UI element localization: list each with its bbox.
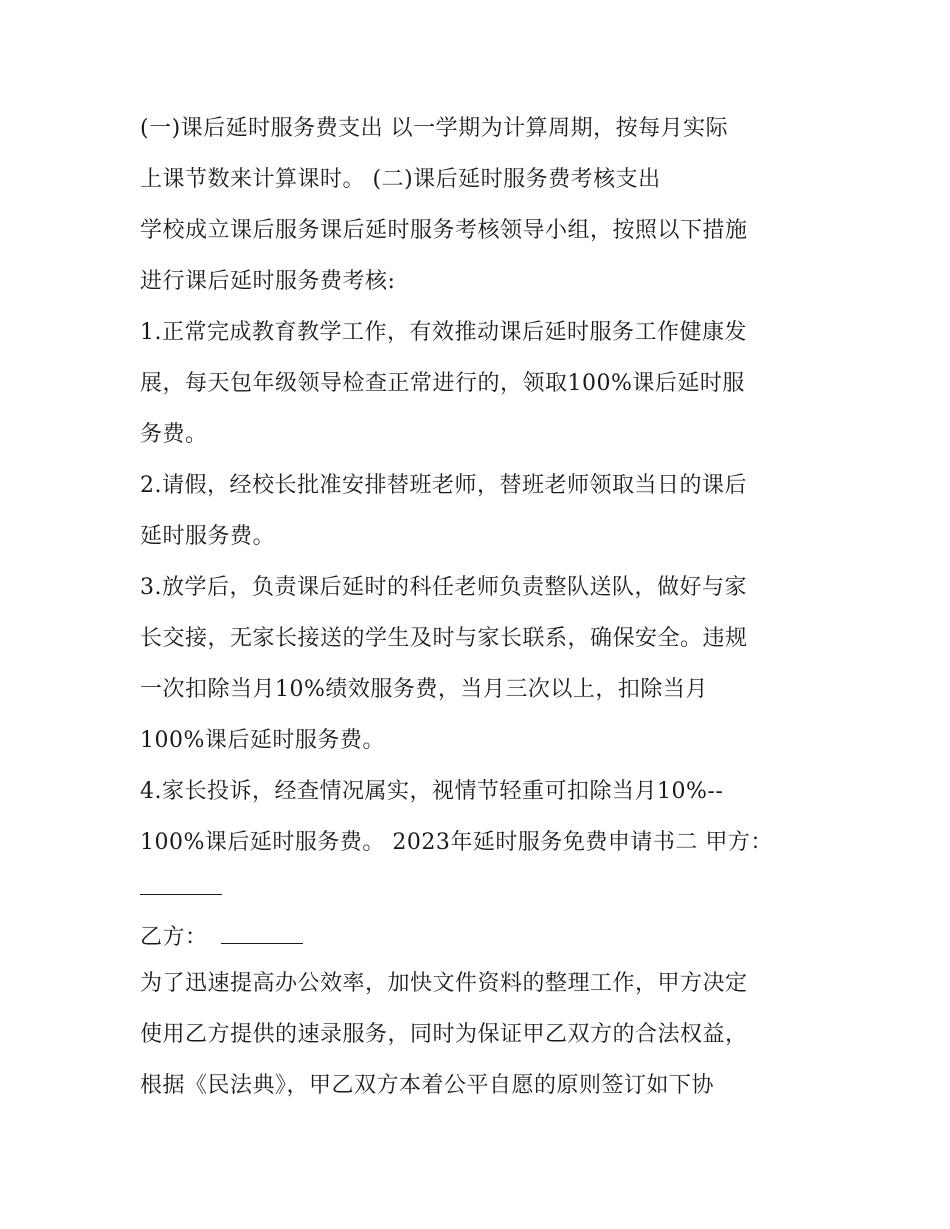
text-line-4: 进行课后延时服务费考核: bbox=[140, 269, 396, 294]
text-line-10: 3.放学后，负责课后延时的科任老师负责整队送队，做好与家 bbox=[140, 575, 747, 600]
text-line-8: 2.请假，经校长批准安排替班老师，替班老师领取当日的课后 bbox=[140, 473, 747, 498]
party-a-blank bbox=[140, 872, 222, 895]
text-line-18: 为了迅速提高办公效率，加快文件资料的整理工作，甲方决定 bbox=[140, 971, 748, 996]
text-line-14: 4.家长投诉，经查情况属实，视情节轻重可扣除当月10%-- bbox=[140, 779, 724, 804]
text-line-2: 上课节数来计算课时。 (二)课后延时服务费考核支出 bbox=[140, 167, 661, 192]
party-b-label: 乙方： bbox=[140, 925, 208, 950]
party-a-blank-line bbox=[140, 872, 222, 904]
text-line-7: 务费。 bbox=[140, 422, 208, 447]
text-line-15: 100%课后延时服务费。 2023年延时服务免费申请书二 甲方： bbox=[140, 830, 773, 855]
party-b-line bbox=[140, 921, 303, 953]
text-line-11: 长交接，无家长接送的学生及时与家长联系，确保安全。违规 bbox=[140, 626, 748, 651]
text-line-19: 使用乙方提供的速录服务，同时为保证甲乙双方的合法权益， bbox=[140, 1022, 748, 1047]
party-b-blank bbox=[221, 921, 303, 944]
text-line-6: 展，每天包年级领导检查正常进行的，领取100%课后延时服 bbox=[140, 371, 745, 396]
text-line-20: 根据《民法典》，甲乙双方本着公平自愿的原则签订如下协 bbox=[140, 1073, 715, 1098]
text-line-3: 学校成立课后服务课后延时服务考核领导小组，按照以下措施 bbox=[140, 218, 748, 243]
text-line-9: 延时服务费。 bbox=[140, 524, 276, 549]
text-line-1: (一)课后延时服务费支出 以一学期为计算周期，按每月实际 bbox=[140, 116, 729, 141]
text-line-5: 1.正常完成教育教学工作，有效推动课后延时服务工作健康发 bbox=[140, 320, 747, 345]
text-line-13: 100%课后延时服务费。 bbox=[140, 728, 385, 753]
text-line-12: 一次扣除当月10%绩效服务费，当月三次以上，扣除当月 bbox=[140, 677, 708, 702]
